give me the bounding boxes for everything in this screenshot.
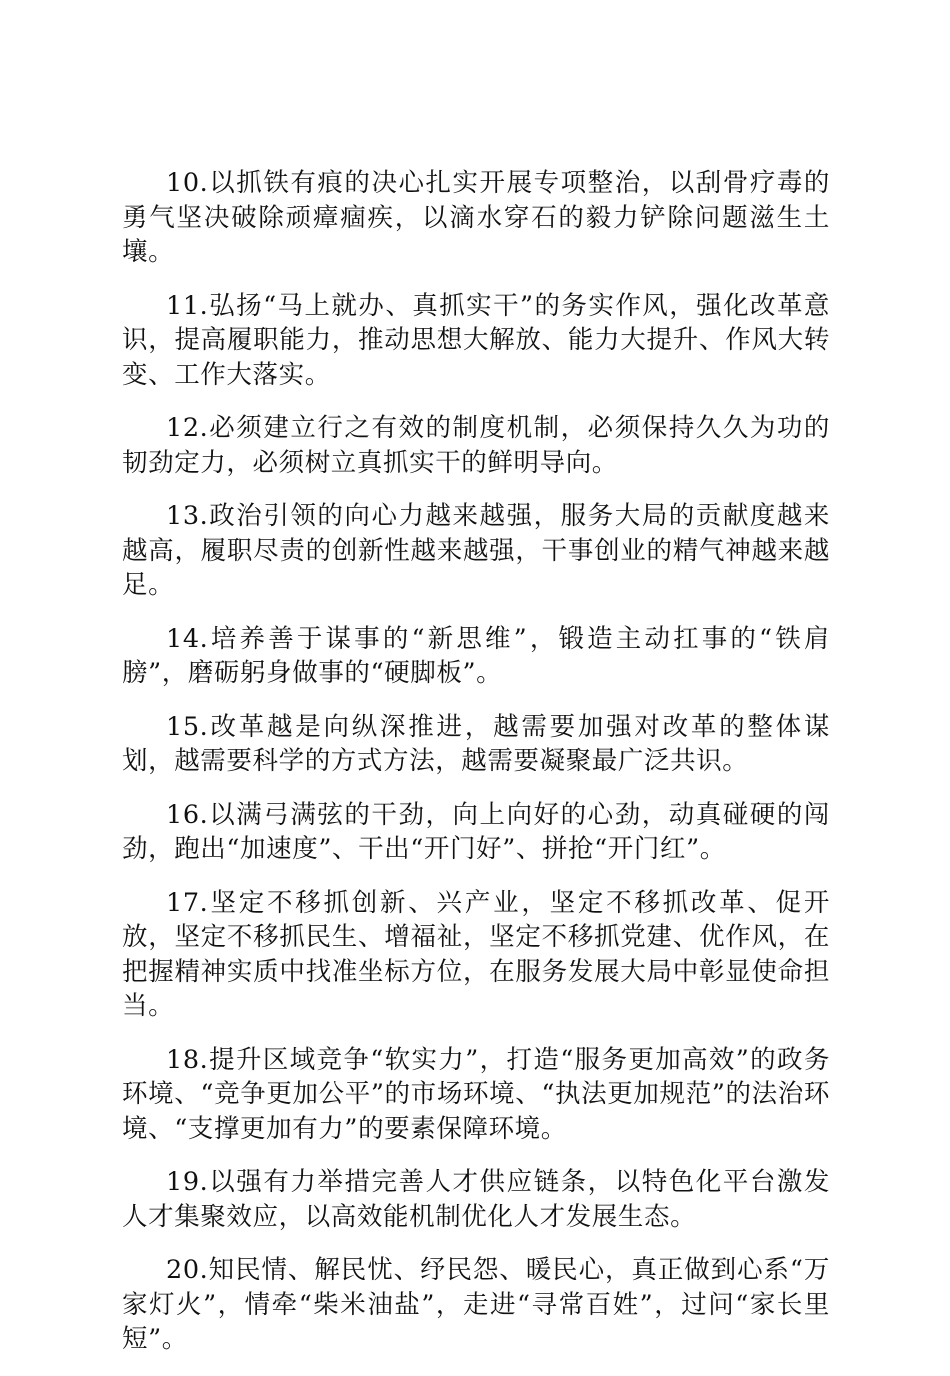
paragraph-19: 19.以强有力举措完善人才供应链条，以特色化平台激发人才集聚效应，以高效能机制优化人才发展生态。 [122,1167,830,1232]
paragraph-11: 11.弘扬“马上就办、真抓实干”的务实作风，强化改革意识，提高履职能力，推动思想大解放、能力大提升、作风大转变、工作大落实。 [122,290,830,390]
paragraph-16: 16.以满弓满弦的干劲，向上向好的心劲，动真碰硬的闯劲，跑出“加速度”、干出“开门好”、拼抢“开门红”。 [122,799,830,864]
paragraph-14: 14.培养善于谋事的“新思维”，锻造主动扛事的“铁肩膀”，磨砺躬身做事的“硬脚板”。 [122,623,830,688]
paragraph-12: 12.必须建立行之有效的制度机制，必须保持久久为功的韧劲定力，必须树立真抓实干的鲜明导向。 [122,413,830,478]
paragraph-17: 17.坚定不移抓创新、兴产业，坚定不移抓改革、促开放，坚定不移抓民生、增福祉，坚定不移抓党建、优作风，在把握精神实质中找准坐标方位，在服务发展大局中彰显使命担当。 [122,887,830,1021]
paragraph-13: 13.政治引领的向心力越来越强，服务大局的贡献度越来越高，履职尽责的创新性越来越强，干事创业的精气神越来越足。 [122,501,830,600]
paragraph-20: 20.知民情、解民忧、纾民怨、暖民心，真正做到心系“万家灯火”，情牵“柴米油盐”，走进“寻常百姓”，过问“家长里短”。 [122,1255,830,1354]
document-page [122,166,830,1376]
paragraph-18: 18.提升区域竞争“软实力”，打造“服务更加高效”的政务环境、“竞争更加公平”的市场环境、“执法更加规范”的法治环境、“支撑更加有力”的要素保障环境。 [122,1044,830,1144]
paragraph-15: 15.改革越是向纵深推进，越需要加强对改革的整体谋划，越需要科学的方式方法，越需要凝聚最广泛共识。 [122,711,830,776]
paragraph-10: 10.以抓铁有痕的决心扎实开展专项整治，以刮骨疗毒的勇气坚决破除顽瘴痼疾，以滴水穿石的毅力铲除问题滋生土壤。 [122,168,830,267]
